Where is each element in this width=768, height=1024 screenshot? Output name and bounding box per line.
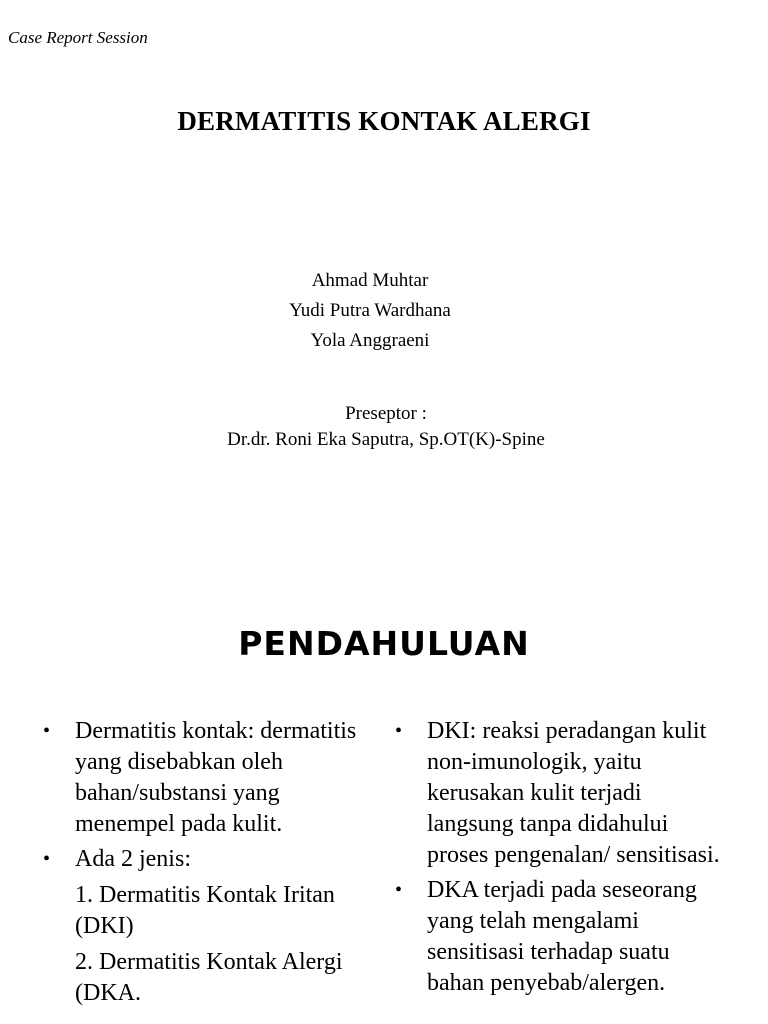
slide-title: PENDAHULUAN	[238, 624, 530, 663]
left-column-list	[40, 716, 372, 1013]
author-name: Yola Anggraeni	[310, 330, 430, 351]
document-title: DERMATITIS KONTAK ALERGI	[177, 106, 591, 136]
bullet-icon: •	[395, 720, 403, 742]
author-name: Ahmad Muhtar	[311, 270, 429, 291]
preseptor-label: Preseptor :	[345, 403, 427, 424]
preseptor-name: Dr.dr. Roni Eka Saputra, Sp.OT(K)-Spine	[227, 429, 545, 450]
list-item	[392, 716, 732, 871]
list-item-text: DKI: reaksi peradangan kulit non-imunologik, yaitu kerusakan kulit terjadi langsung tanpa didahului proses pengenalan/ sensitisasi.	[427, 718, 720, 868]
list-item	[392, 875, 732, 999]
list-item	[40, 844, 372, 1009]
preseptor-block	[0, 401, 768, 453]
list-item-text: Dermatitis kontak: dermatitis yang disebabkan oleh bahan/substansi yang menempel pada kulit.	[75, 718, 357, 837]
bullet-icon: •	[43, 720, 51, 742]
author-name: Yudi Putra Wardhana	[289, 300, 451, 321]
right-column-list	[392, 716, 732, 1003]
list-item-text: DKA terjadi pada seseorang yang telah mengalami sensitisasi terhadap suatu bahan penyebab/alergen.	[427, 877, 697, 996]
sub-item-dki: 1. Dermatitis Kontak Iritan (DKI)	[75, 882, 335, 939]
list-item-text: Ada 2 jenis:	[75, 846, 191, 872]
bullet-icon: •	[395, 879, 403, 901]
author-list	[0, 266, 740, 356]
sub-item-dka: 2. Dermatitis Kontak Alergi (DKA.	[75, 949, 343, 1006]
list-item	[40, 716, 372, 840]
intro-slide	[0, 580, 768, 1024]
session-label: Case Report Session	[8, 28, 148, 47]
bullet-icon: •	[43, 848, 51, 870]
